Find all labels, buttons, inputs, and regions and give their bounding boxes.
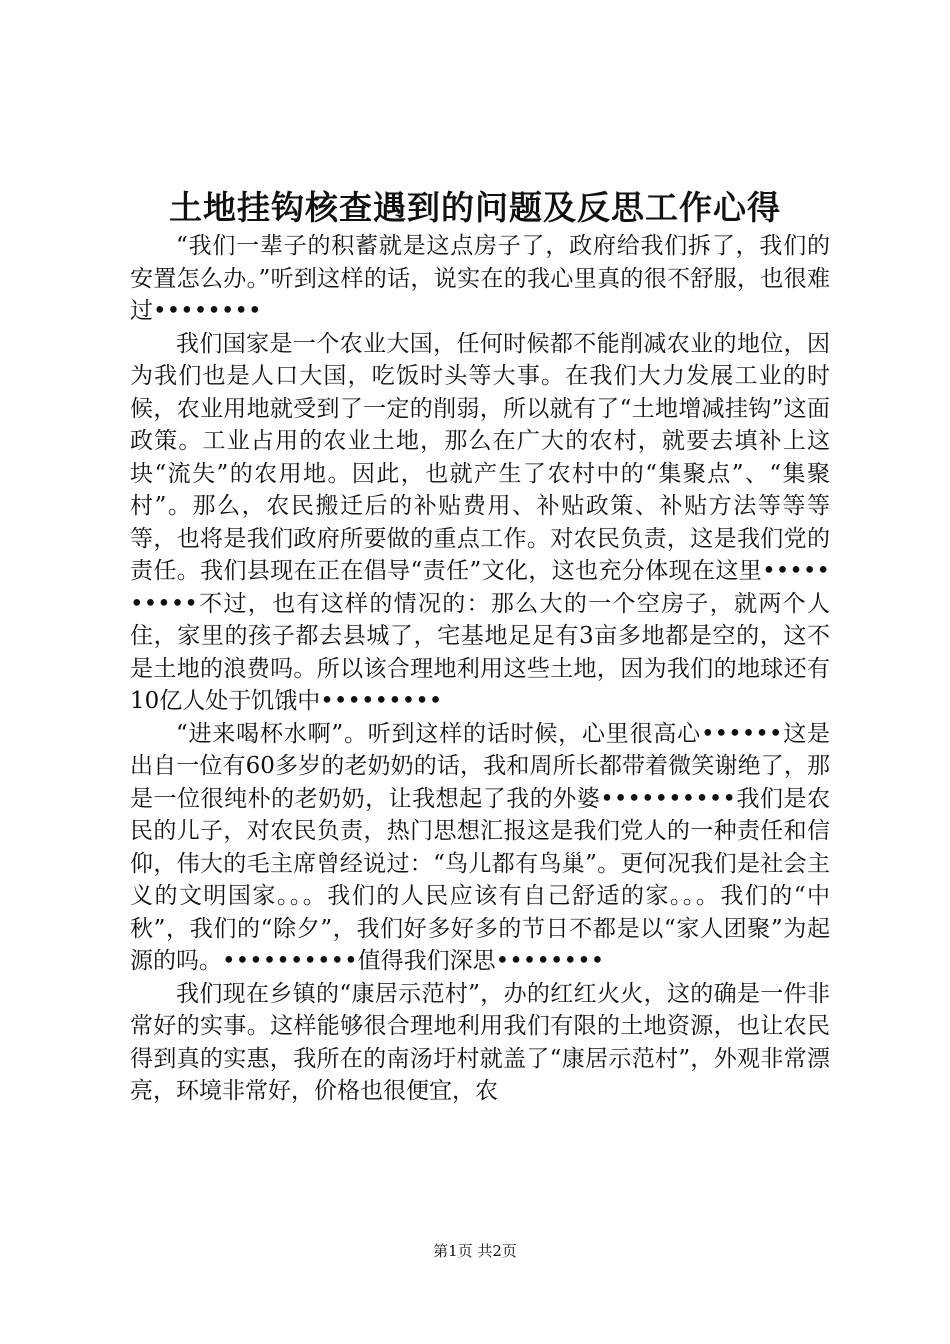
paragraph-3: “进来喝杯水啊”。听到这样的话时候，心里很高心••••••这是出自一位有60多岁的老奶奶的话，我和周所长都带着微笑谢绝了，那是一位很纯朴的老奶奶，让我想起了我的外婆••••••••••我们是农民的儿子，对农民负责，热门思想汇报这是我们党人的一种责任和信仰，伟大的毛主席曾经说过：“鸟儿都有鸟巢”。更何况我们是社会主义的文明国家。。。我们的人民应该有自己舒适的家。。。我们的“中秋”，我们的“除夕”，我们好多好多的节日不都是以“家人团聚”为起源的吗。••••••••••值得我们深思•••••••• <box>130 720 830 974</box>
document-body <box>130 230 830 1108</box>
paragraph-2: 我们国家是一个农业大国，任何时候都不能削减农业的地位，因为我们也是人口大国，吃饭时头等大事。在我们大力发展工业的时候，农业用地就受到了一定的削弱，所以就有了“土地增减挂钩”这面政策。工业占用的农业土地，那么在广大的农村，就要去填补上这块“流失”的农用地。因此，也就产生了农村中的“集聚点”、“集聚村”。那么，农民搬迁后的补贴费用、补贴政策、补贴方法等等等等，也将是我们政府所要做的重点工作。对农民负责，这是我们党的责任。我们县现在正在倡导“责任”文化，这也充分体现在这里••••••••••不过，也有这样的情况的：那么大的一个空房子，就两个人住，家里的孩子都去县城了，宅基地足足有3亩多地都是空的，这不是土地的浪费吗。所以该合理地利用这些土地，因为我们的地球还有10亿人处于饥饿中••••••••• <box>130 330 830 714</box>
paragraph-1: “我们一辈子的积蓄就是这点房子了，政府给我们拆了，我们的安置怎么办。”听到这样的话，说实在的我心里真的很不舒服，也很难过•••••••• <box>130 233 830 324</box>
page-footer: 第1页 共2页 <box>433 1242 517 1260</box>
paragraph-4: 我们现在乡镇的“康居示范村”，办的红红火火，这的确是一件非常好的实事。这样能够很合理地利用我们有限的土地资源，也让农民得到真的实惠，我所在的南汤圩村就盖了“康居示范村”，外观非常漂亮，环境非常好，价格也很便宜，农 <box>130 980 830 1104</box>
document-title: 土地挂钩核查遇到的问题及反思工作心得 <box>169 188 781 227</box>
